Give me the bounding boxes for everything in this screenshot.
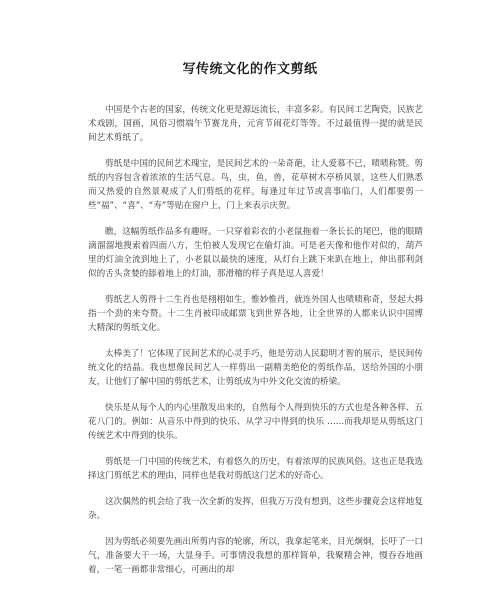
paragraph: 太棒美了！它体现了民间艺术的心灵手巧，他是劳动人民聪明才智的展示，是民间传统文化的结晶。我也想像民间艺人一样剪出一副精美绝伦的剪纸作品，送给外国的小朋友，让他们了解中国的剪纸艺术，让剪纸成为中外文化交流的桥梁。 <box>88 349 423 387</box>
paragraph: 剪纸是中国的民间艺术瑰宝，是民间艺术的一朵奇葩，让人爱慕不已，啧啧称赞。剪纸的内容包含着浓浓的生活气息。鸟，虫，鱼，兽，花草树木亭桥风景，这些人们熟悉而又热爱的自然景观成了人们剪纸的花样。每逢过年过节或喜事临门，人们都要剪一些“福”、“喜”、“寿”等贴在窗户上，门上来表示庆贺。 <box>88 159 423 211</box>
paragraph: 中国是个古老的国家，传统文化更是源远流长，丰富多彩。有民间工艺陶瓷，民族艺术戏剧，国画，风俗习惯端午节赛龙舟，元宵节闹花灯等等。不过最值得一提的就是民间艺术剪纸了。 <box>88 105 423 143</box>
paragraph: 瞧，这幅剪纸作品多有趣呀。一只穿着彩衣的小老鼠拖着一条长长的尾巴，他的眼睛滴溜溜地搜索着四面八方，生怕被人发现它在偷灯油。可是老天像和他作对似的，葫芦里的灯油全流到地上了，小老鼠以最快的速度，从灯台上跳下来趴在地上，伸出那利剑似的舌头贪婪的舔着地上的灯油，那滑稽的样子真是逗人喜爱！ <box>88 227 423 279</box>
paragraph: 剪纸是一门中国的传统艺术，有着悠久的历史，有着浓厚的民族风俗。这也正是我选择这门剪纸艺术的理由，同样也是我对剪纸这门艺术的好奇心。 <box>88 457 423 481</box>
paragraph: 这次偶然的机会给了我一次全新的发挥，但我万万没有想到，这些步骤竟会这样地复杂。 <box>88 497 423 521</box>
paragraph: 快乐是从每个人的内心里散发出来的，自然每个人得到快乐的方式也是各种各样、五花八门的。例如：从音乐中得到的快乐、从学习中得到的快乐 ……而我却是从剪纸这门传统艺术中得到的快乐。 <box>88 403 423 441</box>
paragraph: 剪纸艺人剪得十二生肖也是栩栩如生，惟妙惟肖，就连外国人也啧啧称奇，竖起大拇指一个劲的来夸赞。十二生肖被印成邮票飞到世界各地，让全世界的人都来认识中国博大精深的剪纸文化。 <box>88 295 423 333</box>
paragraph: 因为剪纸必须要先画出所剪内容的轮廓，所以，我拿起笔来，目光炯炯，长吁了一口气，准备要大干一场，大显身手。可事情没我想的那样简单，我聚精会神，慢吞吞地画着，一笔一画都非常细心，可画出的却 <box>88 537 423 575</box>
article-body <box>88 103 423 589</box>
article-title: 写传统文化的作文剪纸 <box>182 62 318 77</box>
